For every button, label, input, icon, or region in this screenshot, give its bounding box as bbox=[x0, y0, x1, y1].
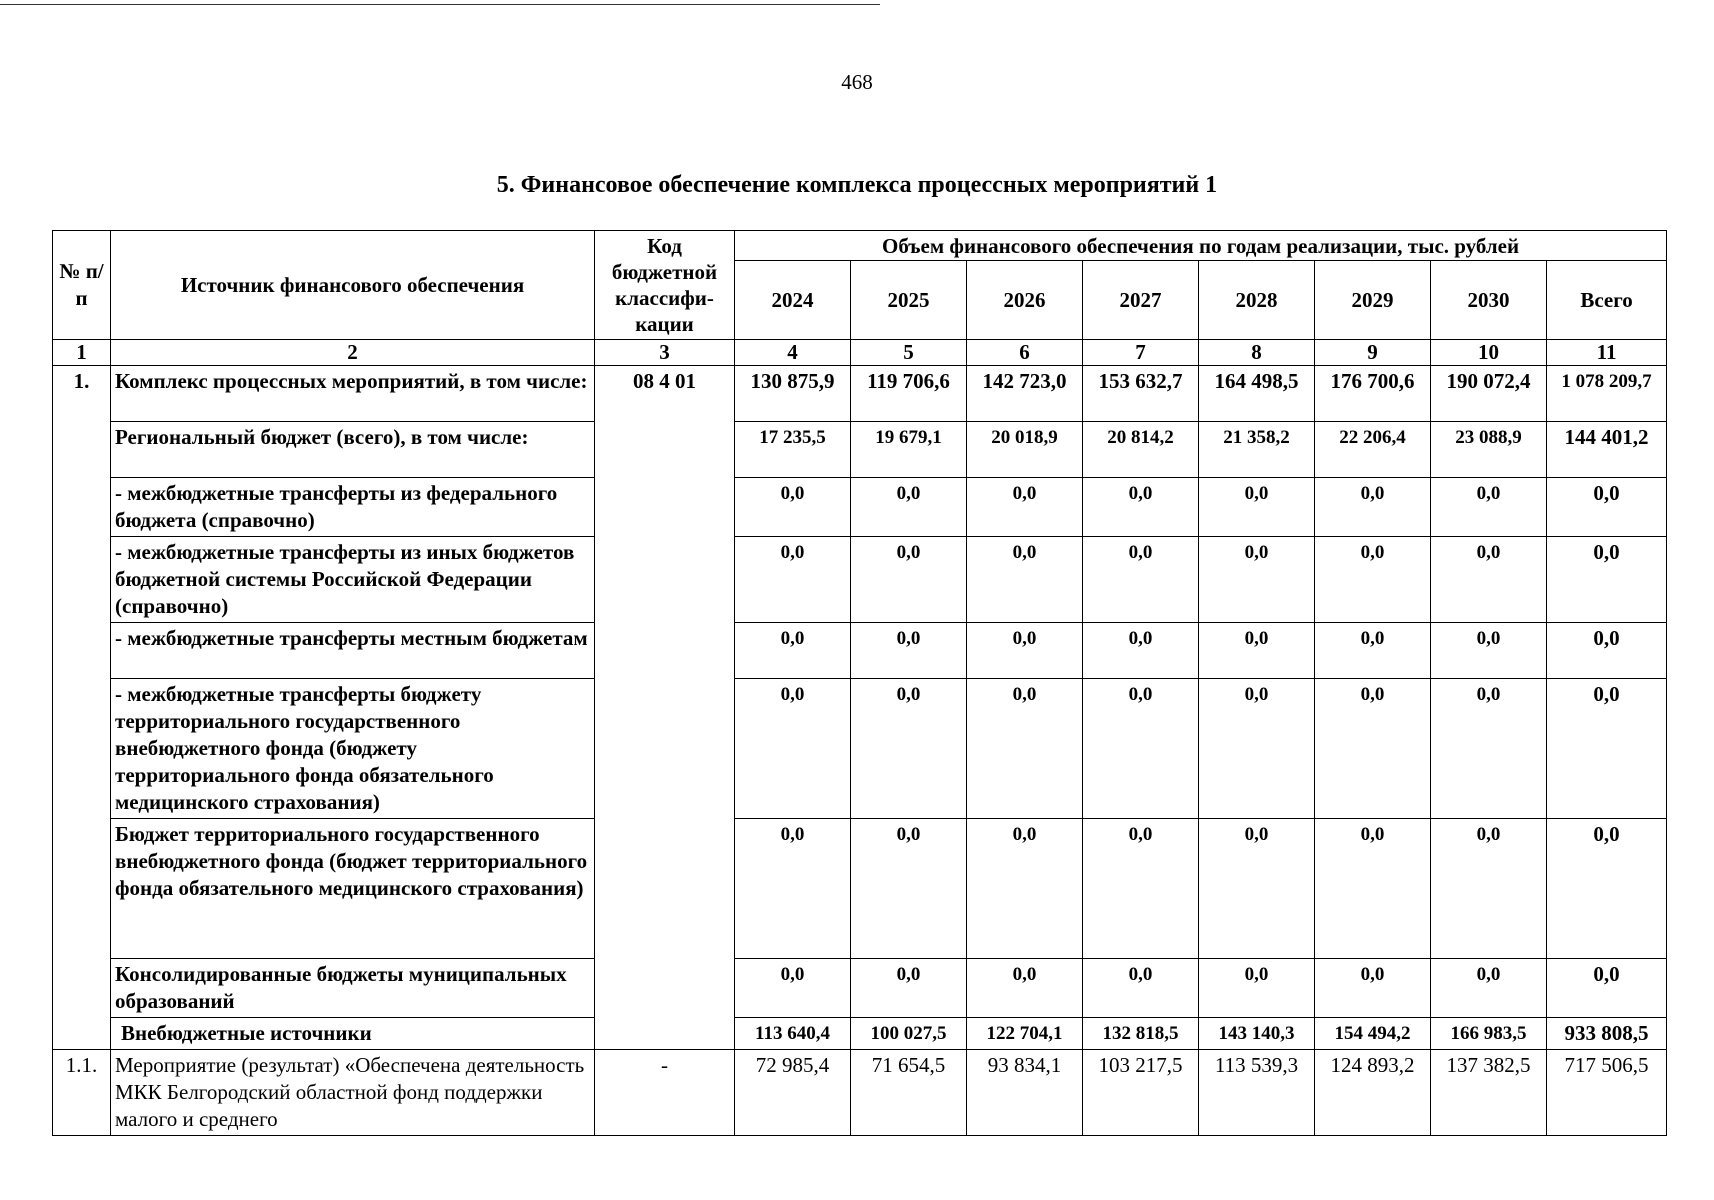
year-value-cell: 166 983,5 bbox=[1431, 1018, 1547, 1050]
year-value-cell: 143 140,3 bbox=[1199, 1018, 1315, 1050]
total-value-cell: 717 506,5 bbox=[1547, 1050, 1667, 1136]
year-value-cell: 23 088,9 bbox=[1431, 422, 1547, 478]
year-value-cell: 0,0 bbox=[735, 959, 851, 1018]
year-value-cell: 0,0 bbox=[1083, 679, 1199, 819]
column-number: 1 bbox=[53, 340, 111, 366]
column-number: 2 bbox=[111, 340, 595, 366]
total-value-cell: 1 078 209,7 bbox=[1547, 366, 1667, 422]
year-value-cell: 0,0 bbox=[967, 959, 1083, 1018]
year-value-cell: 137 382,5 bbox=[1431, 1050, 1547, 1136]
year-value-cell: 0,0 bbox=[1199, 959, 1315, 1018]
year-value-cell: 0,0 bbox=[851, 537, 967, 623]
source-cell: Внебюджетные источники bbox=[111, 1018, 595, 1050]
table-row bbox=[53, 623, 1667, 679]
year-value-cell: 0,0 bbox=[967, 623, 1083, 679]
year-value-cell: 20 814,2 bbox=[1083, 422, 1199, 478]
year-value-cell: 0,0 bbox=[1083, 959, 1199, 1018]
year-value-cell: 0,0 bbox=[735, 478, 851, 537]
top-rule bbox=[0, 4, 880, 5]
financing-table bbox=[52, 230, 1667, 1136]
table-row bbox=[53, 679, 1667, 819]
year-value-cell: 0,0 bbox=[1315, 623, 1431, 679]
year-value-cell: 0,0 bbox=[1199, 623, 1315, 679]
table-row bbox=[53, 478, 1667, 537]
year-value-cell: 0,0 bbox=[1315, 679, 1431, 819]
document-title: 5. Финансовое обеспечение комплекса процессных мероприятий 1 bbox=[496, 172, 1218, 198]
year-value-cell: 0,0 bbox=[1083, 819, 1199, 959]
year-value-cell: 0,0 bbox=[967, 679, 1083, 819]
total-value-cell: 0,0 bbox=[1547, 537, 1667, 623]
year-value-cell: 164 498,5 bbox=[1199, 366, 1315, 422]
year-value-cell: 0,0 bbox=[967, 819, 1083, 959]
header-year: 2030 bbox=[1431, 261, 1547, 340]
year-value-cell: 0,0 bbox=[1199, 537, 1315, 623]
header-year: 2028 bbox=[1199, 261, 1315, 340]
year-value-cell: 103 217,5 bbox=[1083, 1050, 1199, 1136]
source-cell: - межбюджетные трансферты местным бюджетам bbox=[111, 623, 595, 679]
year-value-cell: 122 704,1 bbox=[967, 1018, 1083, 1050]
year-value-cell: 142 723,0 bbox=[967, 366, 1083, 422]
total-value-cell: 0,0 bbox=[1547, 478, 1667, 537]
year-value-cell: 190 072,4 bbox=[1431, 366, 1547, 422]
total-value-cell: 933 808,5 bbox=[1547, 1018, 1667, 1050]
table-row bbox=[53, 959, 1667, 1018]
column-number: 8 bbox=[1199, 340, 1315, 366]
year-value-cell: 93 834,1 bbox=[967, 1050, 1083, 1136]
year-value-cell: 0,0 bbox=[735, 537, 851, 623]
year-value-cell: 0,0 bbox=[967, 478, 1083, 537]
year-value-cell: 0,0 bbox=[1315, 959, 1431, 1018]
table-row bbox=[53, 422, 1667, 478]
year-value-cell: 0,0 bbox=[1431, 478, 1547, 537]
table-row bbox=[53, 819, 1667, 959]
budget-code-cell: - bbox=[595, 1050, 735, 1136]
year-value-cell: 0,0 bbox=[735, 679, 851, 819]
year-value-cell: 0,0 bbox=[1431, 959, 1547, 1018]
source-cell: - межбюджетные трансферты из федерального бюджета (справочно) bbox=[111, 478, 595, 537]
total-value-cell: 0,0 bbox=[1547, 819, 1667, 959]
page-number: 468 bbox=[841, 70, 873, 94]
header-year: 2025 bbox=[851, 261, 967, 340]
year-value-cell: 0,0 bbox=[1431, 623, 1547, 679]
source-cell: - межбюджетные трансферты из иных бюджетов бюджетной системы Российской Федерации (справочно) bbox=[111, 537, 595, 623]
table-row bbox=[53, 1018, 1667, 1050]
total-value-cell: 0,0 bbox=[1547, 959, 1667, 1018]
year-value-cell: 154 494,2 bbox=[1315, 1018, 1431, 1050]
year-value-cell: 21 358,2 bbox=[1199, 422, 1315, 478]
header-volume: Объем финансового обеспечения по годам реализации, тыс. рублей bbox=[735, 231, 1667, 261]
table-row bbox=[53, 537, 1667, 623]
year-value-cell: 0,0 bbox=[735, 623, 851, 679]
column-number: 6 bbox=[967, 340, 1083, 366]
year-value-cell: 0,0 bbox=[1315, 537, 1431, 623]
source-cell: Консолидированные бюджеты муниципальных образований bbox=[111, 959, 595, 1018]
year-value-cell: 0,0 bbox=[851, 623, 967, 679]
year-value-cell: 0,0 bbox=[735, 819, 851, 959]
year-value-cell: 0,0 bbox=[1083, 623, 1199, 679]
column-number: 10 bbox=[1431, 340, 1547, 366]
year-value-cell: 71 654,5 bbox=[851, 1050, 967, 1136]
column-number: 3 bbox=[595, 340, 735, 366]
header-num: № п/п bbox=[53, 231, 111, 340]
budget-code-cell: 08 4 01 bbox=[595, 366, 735, 1050]
year-value-cell: 0,0 bbox=[851, 478, 967, 537]
year-value-cell: 0,0 bbox=[1431, 819, 1547, 959]
year-value-cell: 20 018,9 bbox=[967, 422, 1083, 478]
table-row bbox=[53, 1050, 1667, 1136]
header-source: Источник финансового обеспечения bbox=[111, 231, 595, 340]
header-year: 2027 bbox=[1083, 261, 1199, 340]
total-value-cell: 144 401,2 bbox=[1547, 422, 1667, 478]
year-value-cell: 0,0 bbox=[1199, 679, 1315, 819]
year-value-cell: 0,0 bbox=[1431, 537, 1547, 623]
year-value-cell: 0,0 bbox=[1199, 478, 1315, 537]
year-value-cell: 22 206,4 bbox=[1315, 422, 1431, 478]
header-code: Код бюджетной классифи-кации bbox=[595, 231, 735, 340]
year-value-cell: 132 818,5 bbox=[1083, 1018, 1199, 1050]
header-year: 2029 bbox=[1315, 261, 1431, 340]
table-row bbox=[53, 366, 1667, 422]
year-value-cell: 0,0 bbox=[851, 819, 967, 959]
source-cell: Региональный бюджет (всего), в том числе: bbox=[111, 422, 595, 478]
column-number: 7 bbox=[1083, 340, 1199, 366]
column-number: 5 bbox=[851, 340, 967, 366]
year-value-cell: 19 679,1 bbox=[851, 422, 967, 478]
total-value-cell: 0,0 bbox=[1547, 623, 1667, 679]
year-value-cell: 119 706,6 bbox=[851, 366, 967, 422]
year-value-cell: 0,0 bbox=[851, 679, 967, 819]
column-number: 9 bbox=[1315, 340, 1431, 366]
year-value-cell: 0,0 bbox=[851, 959, 967, 1018]
year-value-cell: 0,0 bbox=[1083, 478, 1199, 537]
column-number: 4 bbox=[735, 340, 851, 366]
column-number: 11 bbox=[1547, 340, 1667, 366]
year-value-cell: 72 985,4 bbox=[735, 1050, 851, 1136]
year-value-cell: 153 632,7 bbox=[1083, 366, 1199, 422]
source-cell: Комплекс процессных мероприятий, в том числе: bbox=[111, 366, 595, 422]
year-value-cell: 124 893,2 bbox=[1315, 1050, 1431, 1136]
source-cell: Бюджет территориального государственного внебюджетного фонда (бюджет территориального фонда обязательного медицинского страхования) bbox=[111, 819, 595, 959]
year-value-cell: 0,0 bbox=[1315, 819, 1431, 959]
year-value-cell: 0,0 bbox=[967, 537, 1083, 623]
year-value-cell: 100 027,5 bbox=[851, 1018, 967, 1050]
year-value-cell: 0,0 bbox=[1431, 679, 1547, 819]
year-value-cell: 113 640,4 bbox=[735, 1018, 851, 1050]
header-total: Всего bbox=[1547, 261, 1667, 340]
year-value-cell: 0,0 bbox=[1315, 478, 1431, 537]
source-cell: Мероприятие (результат) «Обеспечена деятельность МКК Белгородский областной фонд поддержки малого и среднего bbox=[111, 1050, 595, 1136]
source-cell: - межбюджетные трансферты бюджету территориального государственного внебюджетного фонда (бюджету территориального фонда обязательного медицинского страхования) bbox=[111, 679, 595, 819]
total-value-cell: 0,0 bbox=[1547, 679, 1667, 819]
year-value-cell: 0,0 bbox=[1083, 537, 1199, 623]
year-value-cell: 113 539,3 bbox=[1199, 1050, 1315, 1136]
year-value-cell: 17 235,5 bbox=[735, 422, 851, 478]
row-number: 1. bbox=[53, 366, 111, 1050]
year-value-cell: 176 700,6 bbox=[1315, 366, 1431, 422]
year-value-cell: 130 875,9 bbox=[735, 366, 851, 422]
row-number: 1.1. bbox=[53, 1050, 111, 1136]
header-year: 2026 bbox=[967, 261, 1083, 340]
year-value-cell: 0,0 bbox=[1199, 819, 1315, 959]
header-year: 2024 bbox=[735, 261, 851, 340]
